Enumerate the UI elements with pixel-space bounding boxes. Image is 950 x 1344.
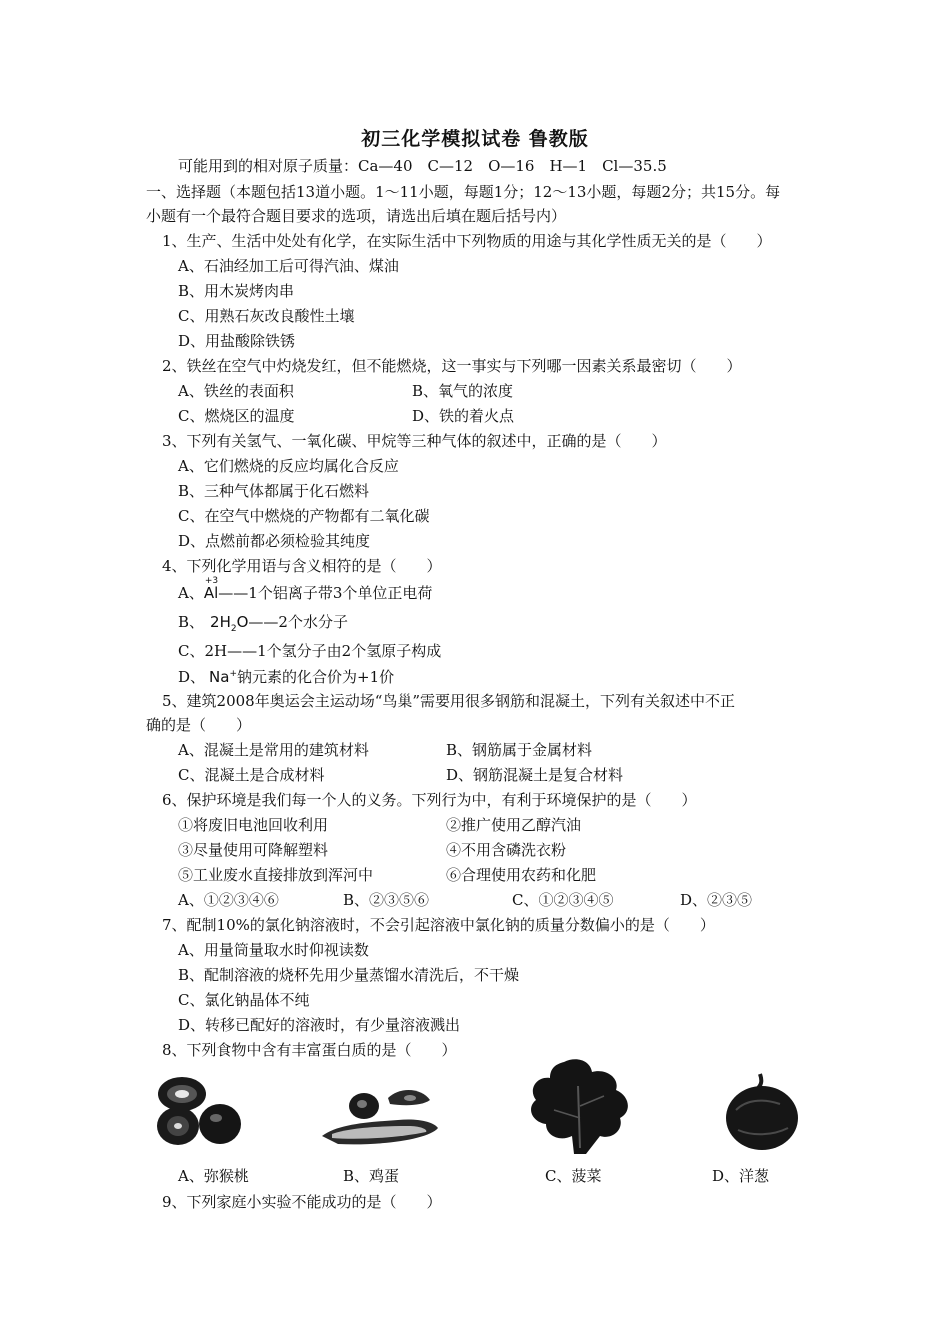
atomic-masses-note: 可能用到的相对原子质量：Ca—40 C—12 O—16 H—1 Cl—35.5 [178,157,667,175]
formula-h: 2H [210,613,231,631]
question-8-option-c: C、菠菜 [545,1167,602,1185]
question-3-option-d: D、点燃前都必须检验其纯度 [178,532,371,550]
question-2-option-a: A、铁丝的表面积 [178,382,294,400]
question-4-stem: 4、下列化学用语与含义相符的是（ ） [162,557,442,575]
question-7-option-b: B、配制溶液的烧杯先用少量蒸馏水清洗后，不干燥 [178,966,520,984]
question-2-stem: 2、铁丝在空气中灼烧发红，但不能燃烧，这一事实与下列哪一因素关系最密切（ ） [162,357,742,375]
question-7-option-a: A、用量筒量取水时仰视读数 [178,941,369,959]
question-6-item-4: ④不用含磷洗衣粉 [446,841,567,859]
question-3-option-b: B、三种气体都属于化石燃料 [178,482,370,500]
question-3-option-c: C、在空气中燃烧的产物都有二氧化碳 [178,507,430,525]
question-8-option-b: B、鸡蛋 [343,1167,400,1185]
question-2-option-c: C、燃烧区的温度 [178,407,295,425]
question-8-option-d: D、洋葱 [712,1167,770,1185]
question-6-option-a: A、①②③④⑥ [178,891,279,909]
question-5-option-d: D、钢筋混凝土是复合材料 [446,766,624,784]
question-5-stem-line1: 5、建筑2008年奥运会主运动场“鸟巢”需要用很多钢筋和混凝土，下列有关叙述中不正 [162,692,736,710]
option-d-prefix: D、 [178,668,206,686]
section-heading-line2: 小题有一个最符合题目要求的选项，请选出后填在题后括号内） [146,207,567,225]
option-b-prefix: B、 [178,613,205,631]
spinach-image [524,1056,634,1156]
question-3-option-a: A、它们燃烧的反应均属化合反应 [178,457,399,475]
option-a-text: ——1个铝离子带3个单位正电荷 [218,584,433,602]
question-2-option-b: B、氧气的浓度 [412,382,514,400]
formula-o: O [236,613,249,631]
question-1-stem: 1、生产、生活中处处有化学，在实际生活中下列物质的用途与其化学性质无关的是（ ） [162,232,772,250]
question-1-option-c: C、用熟石灰改良酸性土壤 [178,307,355,325]
question-6-option-c: C、①②③④⑤ [512,891,614,909]
question-2-option-d: D、铁的着火点 [412,407,515,425]
question-8-option-a: A、弥猴桃 [178,1167,249,1185]
question-3-stem: 3、下列有关氢气、一氧化碳、甲烷等三种气体的叙述中，正确的是（ ） [162,432,667,450]
valence-superscript: +3 [204,576,219,586]
ion-charge: + [229,669,237,679]
question-6-item-3: ③尽量使用可降解塑料 [178,841,329,859]
question-6-item-5: ⑤工业废水直接排放到浑河中 [178,866,374,884]
question-4-option-a [178,576,433,603]
question-1-option-b: B、用木炭烤肉串 [178,282,295,300]
water-formula [210,613,249,634]
section-heading-line1: 一、选择题（本题包括13道小题。1～11小题，每题1分；12～13小题，每题2分；共15分。每 [146,183,781,201]
question-6-item-1: ①将废旧电池回收利用 [178,816,329,834]
question-6-stem: 6、保护环境是我们每一个人的义务。下列行为中，有利于环境保护的是（ ） [162,791,697,809]
ion-symbol: Na [209,668,230,686]
question-4-option-b [178,612,348,639]
question-6-item-2: ②推广使用乙醇汽油 [446,816,582,834]
option-b-text: ——2个水分子 [248,613,348,631]
question-5-option-c: C、混凝土是合成材料 [178,766,325,784]
sodium-ion [209,668,237,686]
question-5-stem-line2: 确的是（ ） [146,716,252,734]
egg-image [318,1080,440,1148]
question-7-stem: 7、配制10%的氯化钠溶液时，不会引起溶液中氯化钠的质量分数偏小的是（ ） [162,916,715,934]
formula-subscript: 2 [230,624,237,634]
aluminium-valence-symbol [203,576,219,603]
page-title: 初三化学模拟试卷 鲁教版 [361,128,589,150]
question-5-option-a: A、混凝土是常用的建筑材料 [178,741,369,759]
question-4-option-d [178,664,394,687]
question-1-option-a: A、石油经加工后可得汽油、煤油 [178,257,399,275]
question-7-option-d: D、转移已配好的溶液时，有少量溶液溅出 [178,1016,461,1034]
question-4-option-c: C、2H——1个氢分子由2个氢原子构成 [178,642,442,660]
kiwi-fruit-image [148,1072,246,1150]
question-1-option-d: D、用盐酸除铁锈 [178,332,296,350]
onion-image [722,1070,806,1154]
question-6-option-b: B、②③⑤⑥ [343,891,430,909]
question-5-option-b: B、钢筋属于金属材料 [446,741,593,759]
option-a-prefix: A、 [178,584,204,602]
element-symbol-al: Al [203,584,219,602]
question-6-item-6: ⑥合理使用农药和化肥 [446,866,597,884]
question-7-option-c: C、氯化钠晶体不纯 [178,991,310,1009]
question-6-option-d: D、②③⑤ [680,891,753,909]
question-9-stem: 9、下列家庭小实验不能成功的是（ ） [162,1193,442,1211]
question-8-stem: 8、下列食物中含有丰富蛋白质的是（ ） [162,1041,457,1059]
option-d-text: 钠元素的化合价为+1价 [237,668,395,686]
